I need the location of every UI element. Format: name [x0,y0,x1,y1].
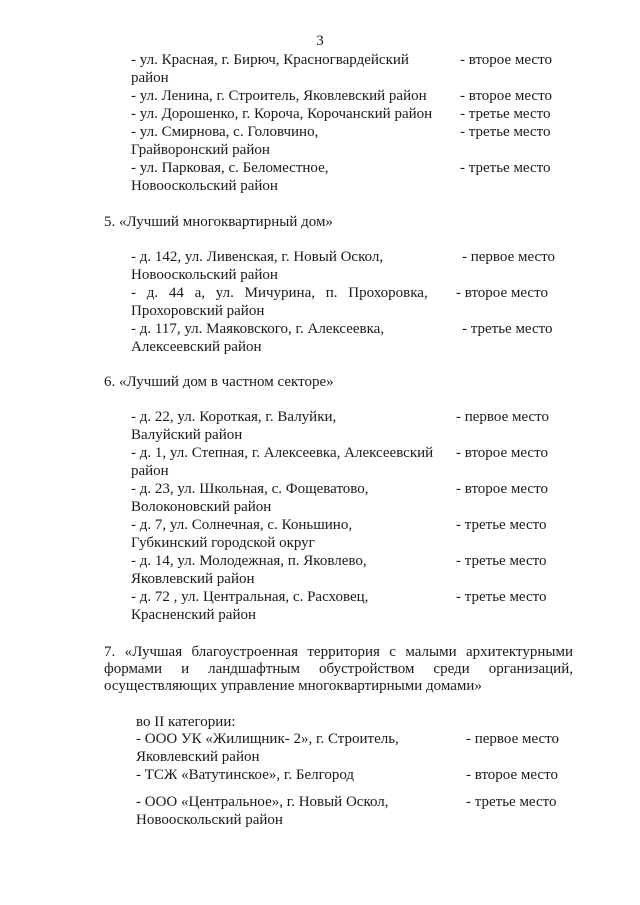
entry-line: Грайворонский район [131,142,270,158]
entry-line: - ул. Парковая, с. Беломестное, [131,160,329,176]
entry-place: - третье место [460,106,551,122]
entry-line: - ООО УК «Жилищник- 2», г. Строитель, [136,731,399,747]
entry-line: - д. 142, ул. Ливенская, г. Новый Оскол, [131,249,384,265]
entry-place: - первое место [456,409,550,425]
entry-place: - второе место [456,445,548,461]
section-6-title: 6. «Лучший дом в частном секторе» [104,374,334,390]
entry-place: - третье место [456,589,547,605]
entry-line: район [131,463,169,479]
entry-line: - д. 23, ул. Школьная, с. Фощеватово, [131,481,369,497]
entry-line: - д. 44 а, ул. Мичурина, п. Прохоровка, [131,285,428,301]
entry-place: - третье место [456,517,547,533]
entry-line: Алексеевский район [131,339,262,355]
page-number: 3 [316,33,324,49]
category-label: во II категории: [136,714,236,730]
entry-place: - третье место [456,553,547,569]
entry-place: - второе место [456,285,548,301]
entry-line: Новооскольский район [131,178,278,194]
entry-line: Новооскольский район [131,267,278,283]
section-7-title [104,644,573,695]
entry-line: - ул. Ленина, г. Строитель, Яковлевский район [131,88,427,104]
entry-line: - ООО «Центральное», г. Новый Оскол, [136,794,389,810]
entry-line: Красненский район [131,607,256,623]
section-7-title-line: 7. «Лучшая благоустроенная территория с малыми архитектурными [104,644,573,660]
entry-line: - д. 7, ул. Солнечная, с. Коньшино, [131,517,353,533]
entry-line: Прохоровский район [131,303,265,319]
entry-place: - второе место [460,52,552,68]
entry-line: - д. 117, ул. Маяковского, г. Алексеевка, [131,321,385,337]
entry-line: - д. 72 , ул. Центральная, с. Расховец, [131,589,369,605]
section-7-title-line: осуществляющих управление многоквартирными домами» [104,678,482,694]
entry-line: - ул. Дорошенко, г. Короча, Корочанский район [131,106,433,122]
entry-line: Яковлевский район [136,749,260,765]
section-7-title-line: формами и ландшафтным обустройством среди организаций, [104,661,573,677]
entry-line: район [131,70,169,86]
entry-line: - ТСЖ «Ватутинское», г. Белгород [136,767,355,783]
entry-line: Валуйский район [131,427,243,443]
entry-place: - третье место [460,124,551,140]
entry-line: - д. 14, ул. Молодежная, п. Яковлево, [131,553,367,569]
entry-line: Волоконовский район [131,499,272,515]
entry-place: - третье место [462,321,553,337]
entry-place: - третье место [460,160,551,176]
entry-place: - третье место [466,794,557,810]
entry-line: Губкинский городской округ [131,535,315,551]
entry-place: - первое место [466,731,560,747]
entry-line: - д. 1, ул. Степная, г. Алексеевка, Алексеевский [131,445,434,461]
section-5-title: 5. «Лучший многоквартирный дом» [104,214,333,230]
entry-place: - второе место [466,767,558,783]
entry-line: Яковлевский район [131,571,255,587]
entry-line: - д. 22, ул. Короткая, г. Валуйки, [131,409,337,425]
entry-line: Новооскольский район [136,812,283,828]
entry-place: - первое место [462,249,556,265]
entry-line: - ул. Смирнова, с. Головчино, [131,124,319,140]
entry-line: - ул. Красная, г. Бирюч, Красногвардейский [131,52,409,68]
entry-place: - второе место [460,88,552,104]
entry-place: - второе место [456,481,548,497]
